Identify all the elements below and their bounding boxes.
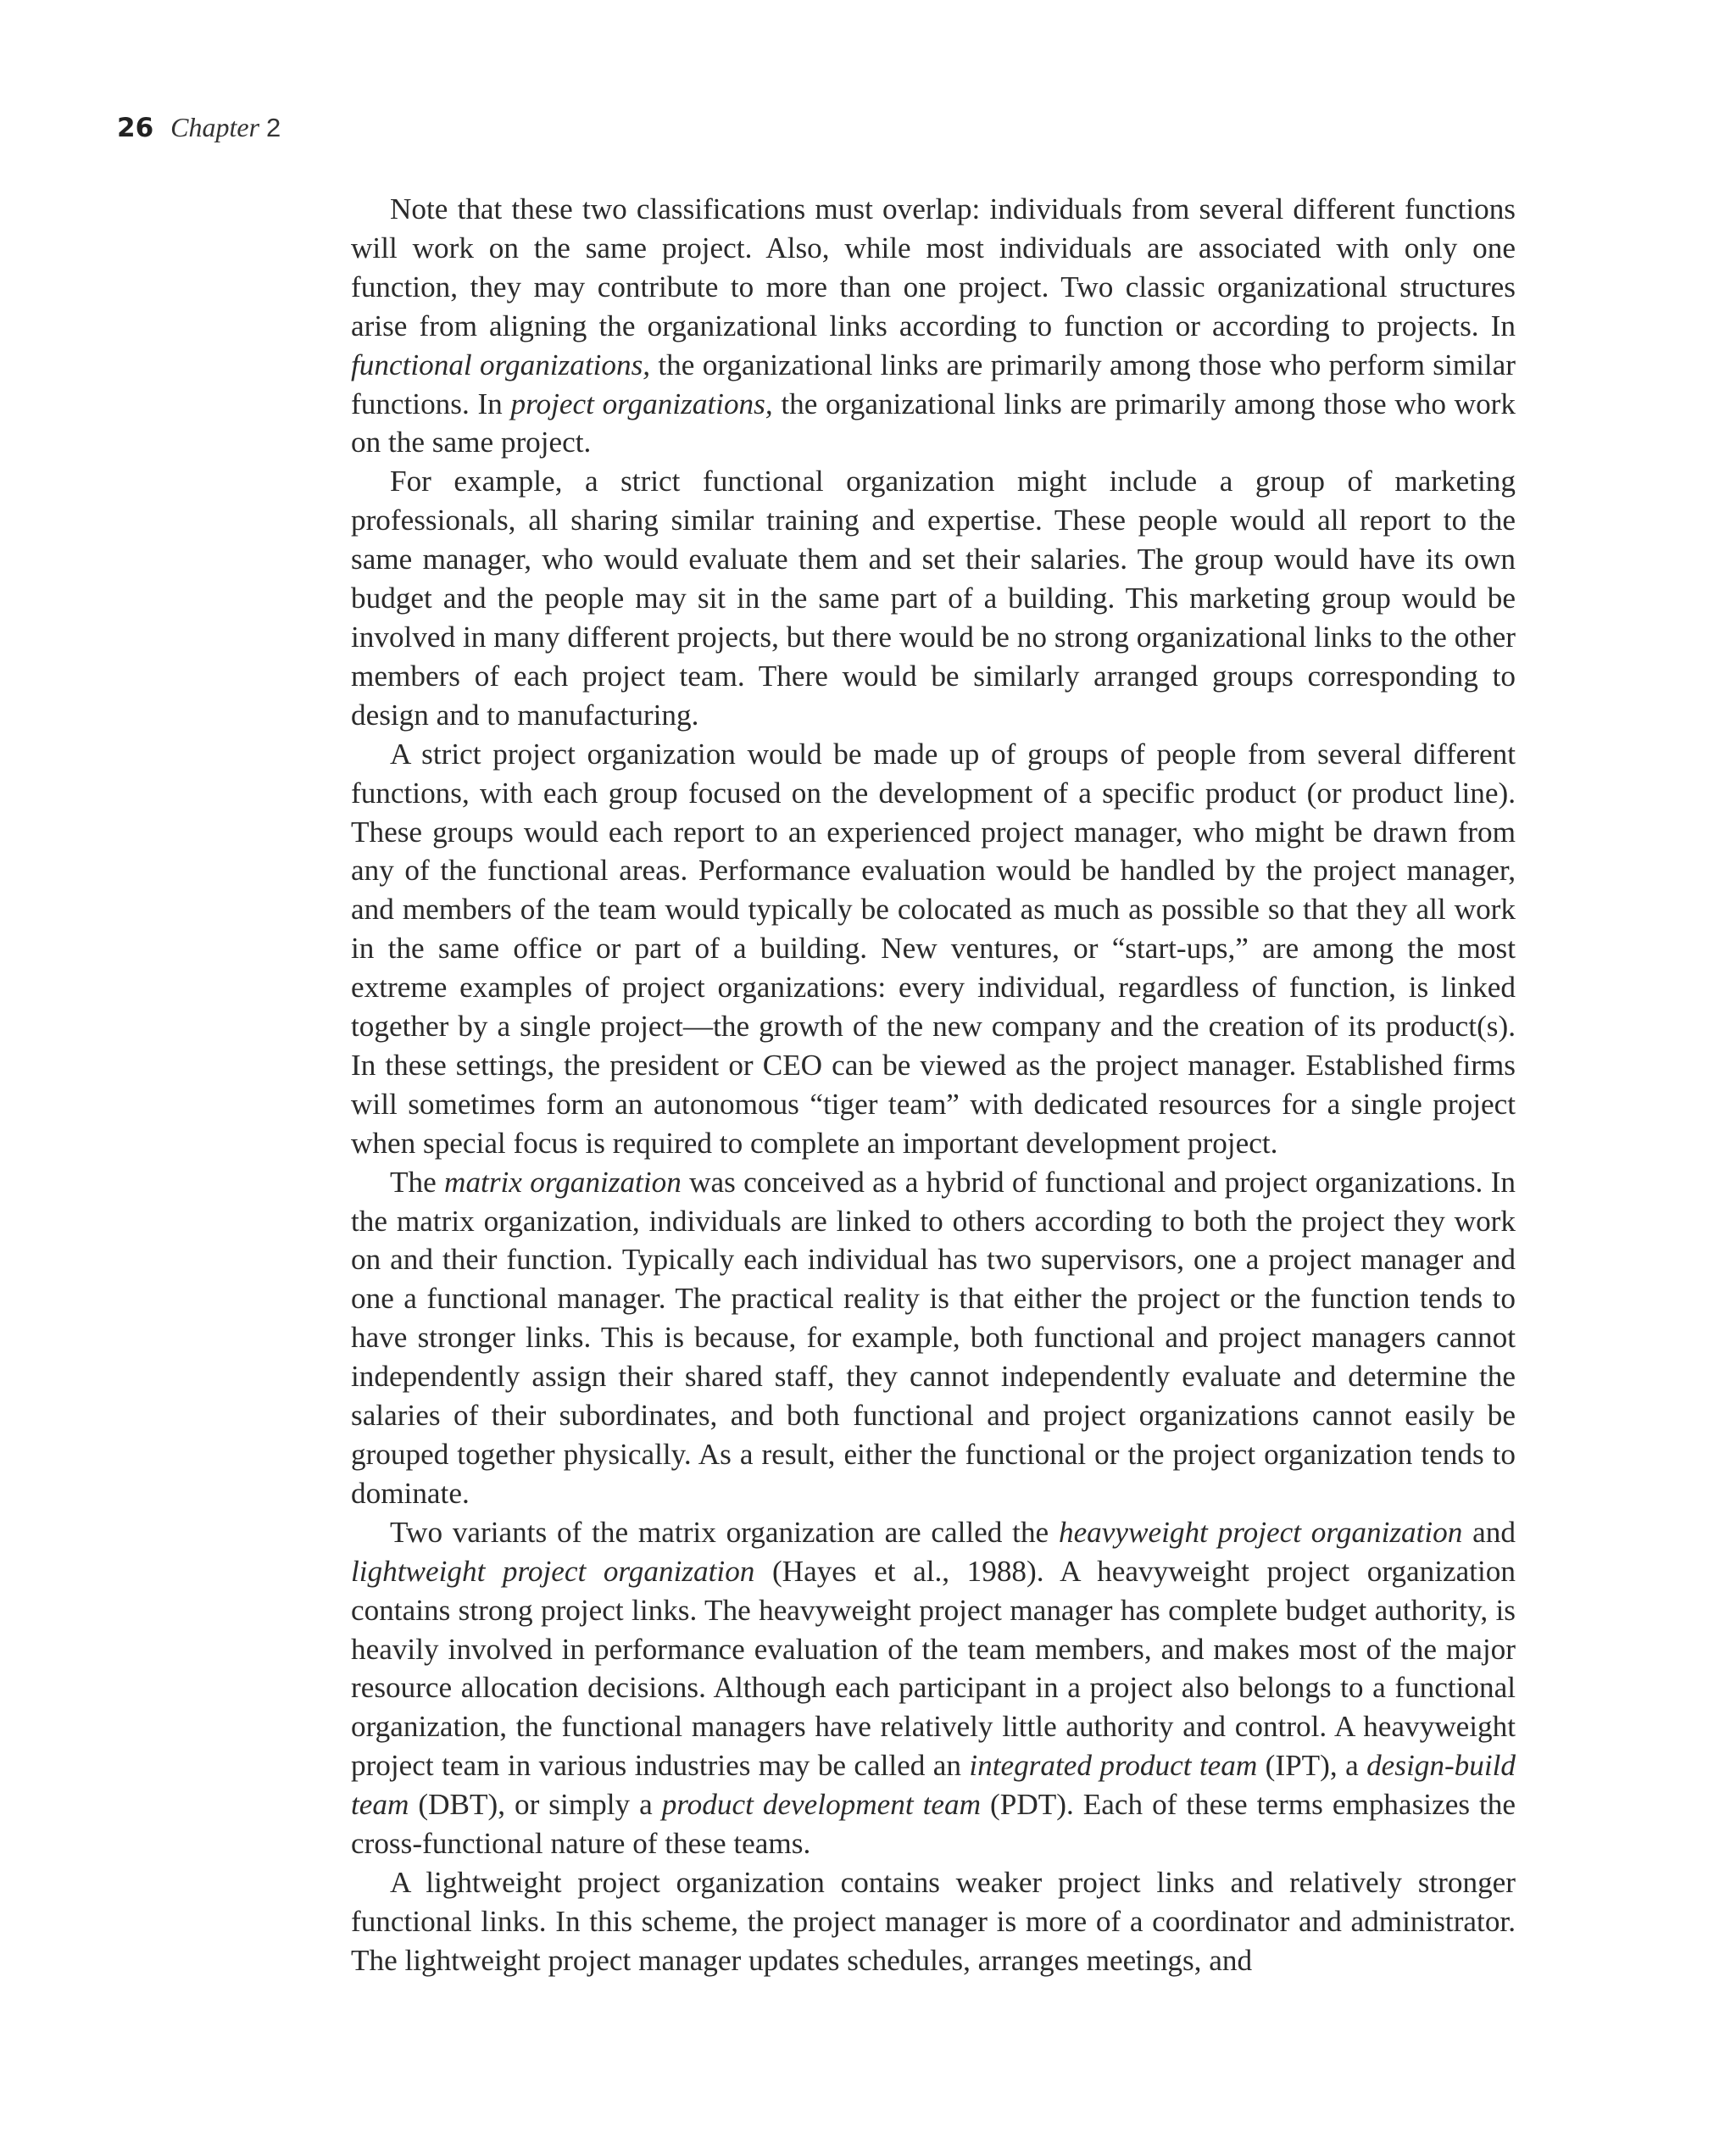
paragraph [351,462,1516,734]
italic-term: heavyweight project organization [1058,1515,1463,1549]
text-run: The [390,1165,445,1199]
running-head [117,112,281,154]
text-run: A strict project organization would be made up of groups of people from several different functions, with each group focused on the development of a specific product (or product line). These groups would each report to an experienced project manager, who might be drawn from any of the functional areas. Performance evaluation would be handled by the project manager, and members of the team would typically be colocated as much as possible so that they all work in the same office or part of a building. New ventures, or “start-ups,” are among the most extreme examples of project organizations: every individual, regardless of function, is linked together by a single project—the growth of the new company and the creation of its product(s). In these settings, the president or CEO can be viewed as the project manager. Established firms will sometimes form an autonomous “tiger team” with dedicated resources for a single project when special focus is required to complete an important development project. [351,737,1516,1160]
text-run: A lightweight project organization contains weaker project links and relatively stronger functional links. In this scheme, the project manager is more of a coordinator and administrator. The lightweight project manager updates schedules, arranges meetings, and [351,1865,1516,1977]
paragraph [351,1163,1516,1513]
italic-term: integrated product team [969,1749,1258,1783]
text-run: and [1462,1515,1516,1549]
body-text [351,190,1516,1980]
paragraph [351,1863,1516,1980]
italic-term: project organizations, [510,387,773,420]
italic-term: lightweight project organization [351,1554,755,1588]
text-run: (PDT). Each of these terms emphasizes the cross-functional nature of these teams. [351,1788,1516,1861]
paragraph [351,190,1516,462]
italic-term: matrix organization [444,1165,682,1199]
text-run: the organizational links are primarily among those who perform similar functions. In [351,348,1516,420]
text-run: Two variants of the matrix organization are called the [390,1515,1059,1549]
chapter-label [170,112,281,143]
chapter-number: 2 [266,113,281,142]
text-run: Note that these two classifications must overlap: individuals from several different functions will work on the same project. Also, while most individuals are associated with only one function, they may contribute to more than one project. Two classic organizational structures arise from aligning the organizational links according to function or according to projects. In [351,192,1516,342]
italic-term: design-build team [351,1749,1516,1822]
italic-term: product development team [661,1788,982,1822]
text-run: (DBT), or simply a [409,1788,662,1822]
text-run: the organizational links are primarily among those who work on the same project. [351,387,1516,459]
text-run: (Hayes et al., 1988). A heavyweight project organization contains strong project links. The heavyweight project manager has complete budget authority, is heavily involved in performance evaluation of the team members, and makes most of the major resource allocation decisions. Although each participant in a project also belongs to a functional organization, the functional managers have relatively little authority and control. A heavyweight project team in various industries may be called an [351,1554,1516,1783]
paragraph [351,735,1516,1163]
text-run: For example, a strict functional organization might include a group of marketing professionals, all sharing similar training and expertise. These people would all report to the same manager, who would evaluate them and set their salaries. The group would have its own budget and the people may sit in the same part of a building. This marketing group would be involved in many different projects, but there would be no strong organizational links to the other members of each project team. There would be similarly arranged groups corresponding to design and to manufacturing. [351,465,1516,732]
chapter-word: Chapter [170,112,260,142]
text-run: was conceived as a hybrid of functional and project organizations. In the matrix organization, individuals are linked to others according to both the project they work on and their function. Typically each individual has two supervisors, one a project manager and one a functional manager. The practical reality is that either the project or the function tends to have stronger links. This is because, for example, both functional and project managers cannot independently assign their shared staff, they cannot independently evaluate and determine the salaries of their subordinates, and both functional and project organizations cannot easily be grouped together physically. As a result, either the functional or the project organization tends to dominate. [351,1165,1516,1510]
text-run: (IPT), a [1257,1749,1367,1783]
paragraph [351,1513,1516,1863]
italic-term: functional organizations, [351,348,651,381]
page-number: 26 [117,113,154,143]
